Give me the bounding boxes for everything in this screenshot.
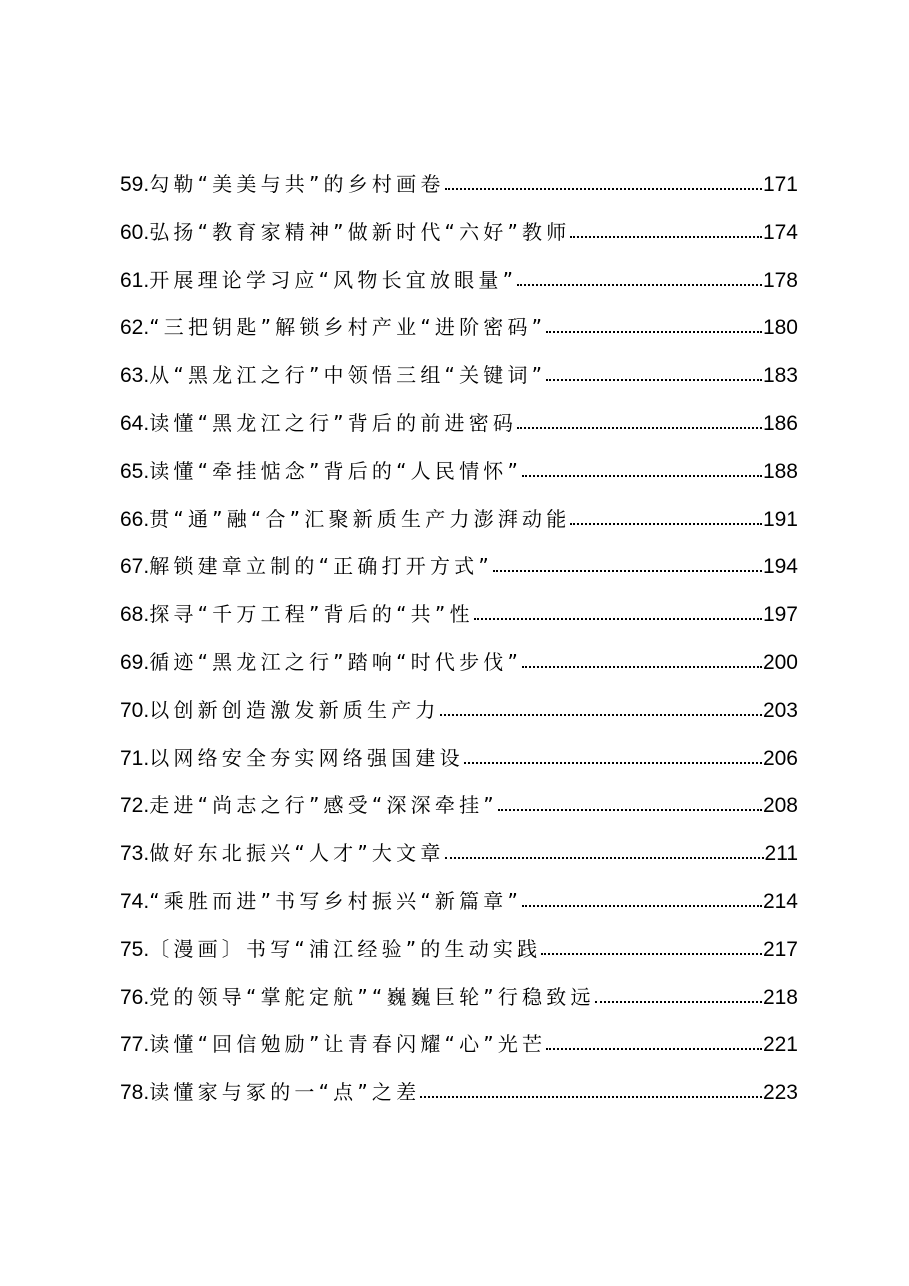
toc-dot-leader — [445, 857, 764, 859]
toc-entry-title: 勾勒“美美与共”的乡村画卷 — [149, 172, 445, 196]
toc-entry[interactable] — [120, 974, 798, 1022]
toc-entry[interactable] — [120, 926, 798, 974]
toc-entry-number: 76. — [120, 985, 150, 1009]
toc-dot-leader — [595, 1001, 762, 1003]
toc-dot-leader — [546, 331, 762, 333]
toc-entry[interactable] — [120, 735, 798, 783]
toc-entry-number: 61. — [120, 268, 150, 292]
toc-entry[interactable] — [120, 161, 798, 209]
toc-entry-title: 循迹“黑龙江之行”踏响“时代步伐” — [149, 649, 523, 674]
toc-entry[interactable] — [120, 352, 798, 400]
toc-entry-title: 贯“通”融“合”汇聚新质生产力澎湃动能 — [149, 506, 571, 531]
toc-entry-number: 68. — [120, 603, 150, 627]
toc-entry[interactable] — [120, 782, 798, 830]
toc-entry-page-number: 221 — [762, 1033, 798, 1057]
toc-dot-leader — [445, 188, 762, 190]
toc-entry-number: 71. — [120, 746, 150, 770]
toc-entry-number: 77. — [120, 1033, 150, 1057]
toc-entry-title: 以创新创造激发新质生产力 — [149, 697, 440, 722]
toc-entry-page-number: 217 — [762, 937, 798, 961]
toc-entry-number: 62. — [120, 316, 150, 340]
table-of-contents — [120, 161, 798, 1117]
toc-entry[interactable] — [120, 1069, 798, 1117]
toc-dot-leader — [440, 714, 762, 716]
toc-entry-title: 读懂家与冢的一“点”之差 — [149, 1080, 421, 1105]
toc-entry-number: 73. — [120, 842, 150, 866]
toc-entry[interactable] — [120, 543, 798, 591]
toc-dot-leader — [464, 762, 762, 764]
toc-entry-title: 开展理论学习应“风物长宜放眼量” — [149, 267, 518, 292]
toc-dot-leader — [570, 523, 762, 525]
toc-dot-leader — [420, 1096, 762, 1098]
toc-entry-title: 党的领导“掌舵定航”“巍巍巨轮”行稳致远 — [149, 984, 595, 1009]
toc-entry-title: 解锁建章立制的“正确打开方式” — [149, 554, 493, 579]
toc-entry-number: 60. — [120, 220, 150, 244]
toc-entry[interactable] — [120, 448, 798, 496]
toc-entry[interactable] — [120, 209, 798, 257]
toc-entry-title: 做好东北振兴“人才”大文章 — [149, 841, 445, 866]
toc-dot-leader — [541, 953, 762, 955]
toc-dot-leader — [517, 427, 762, 429]
toc-entry-page-number: 214 — [762, 889, 798, 913]
toc-entry-page-number: 197 — [762, 603, 798, 627]
toc-entry[interactable] — [120, 257, 798, 305]
toc-entry-number: 59. — [120, 173, 150, 196]
toc-entry-title: 〔漫画〕书写“浦江经验”的生动实践 — [149, 936, 542, 961]
toc-entry-title: 读懂“黑龙江之行”背后的前进密码 — [149, 410, 518, 435]
toc-entry-number: 70. — [120, 698, 150, 722]
toc-dot-leader — [522, 905, 762, 907]
toc-entry-page-number: 218 — [762, 985, 798, 1009]
toc-entry-page-number: 186 — [762, 411, 798, 435]
toc-entry[interactable] — [120, 878, 798, 926]
toc-dot-leader — [498, 809, 762, 811]
toc-entry-title: “三把钥匙”解锁乡村产业“进阶密码” — [149, 315, 547, 340]
toc-entry-number: 69. — [120, 650, 150, 674]
toc-entry[interactable] — [120, 591, 798, 639]
toc-entry-number: 66. — [120, 507, 150, 531]
toc-dot-leader — [517, 284, 762, 286]
toc-entry-page-number: 223 — [762, 1081, 798, 1105]
toc-entry[interactable] — [120, 1021, 798, 1069]
toc-dot-leader — [570, 236, 762, 238]
toc-entry-page-number: 208 — [762, 794, 798, 818]
toc-dot-leader — [522, 666, 762, 668]
toc-entry-number: 75. — [120, 937, 150, 961]
toc-entry-page-number: 188 — [762, 459, 798, 483]
toc-entry-title: 探寻“千万工程”背后的“共”性 — [149, 602, 474, 627]
toc-entry[interactable] — [120, 639, 798, 687]
toc-entry-title: 以网络安全夯实网络强国建设 — [149, 745, 464, 770]
toc-dot-leader — [546, 379, 762, 381]
toc-entry-number: 74. — [120, 889, 150, 913]
toc-entry-title: 走进“尚志之行”感受“深深牵挂” — [149, 793, 498, 818]
toc-entry-page-number: 211 — [764, 842, 798, 866]
toc-dot-leader — [522, 475, 762, 477]
toc-dot-leader — [546, 1048, 762, 1050]
toc-entry[interactable] — [120, 496, 798, 544]
toc-entry-page-number: 171 — [762, 173, 798, 196]
toc-dot-leader — [493, 570, 762, 572]
toc-entry[interactable] — [120, 400, 798, 448]
toc-entry-title: 读懂“牵挂惦念”背后的“人民情怀” — [149, 458, 523, 483]
toc-dot-leader — [474, 618, 762, 620]
toc-entry[interactable] — [120, 830, 798, 878]
toc-entry-number: 72. — [120, 794, 150, 818]
toc-entry-page-number: 180 — [762, 316, 798, 340]
toc-entry-page-number: 206 — [762, 746, 798, 770]
toc-entry-number: 78. — [120, 1081, 150, 1105]
toc-entry-title: “乘胜而进”书写乡村振兴“新篇章” — [149, 888, 523, 913]
toc-entry-title: 弘扬“教育家精神”做新时代“六好”教师 — [149, 219, 571, 244]
toc-entry-page-number: 200 — [762, 650, 798, 674]
toc-entry-title: 读懂“回信勉励”让青春闪耀“心”光芒 — [149, 1032, 547, 1057]
toc-entry[interactable] — [120, 304, 798, 352]
toc-entry-number: 64. — [120, 411, 150, 435]
toc-entry-number: 65. — [120, 459, 150, 483]
toc-entry-title: 从“黑龙江之行”中领悟三组“关键词” — [149, 363, 547, 388]
toc-entry-page-number: 183 — [762, 364, 798, 388]
toc-entry-page-number: 174 — [762, 220, 798, 244]
toc-entry-page-number: 178 — [762, 268, 798, 292]
toc-entry-page-number: 194 — [762, 555, 798, 579]
toc-entry-number: 63. — [120, 364, 150, 388]
toc-entry-page-number: 203 — [762, 698, 798, 722]
toc-entry-number: 67. — [120, 555, 150, 579]
toc-entry-page-number: 191 — [762, 507, 798, 531]
toc-entry[interactable] — [120, 687, 798, 735]
